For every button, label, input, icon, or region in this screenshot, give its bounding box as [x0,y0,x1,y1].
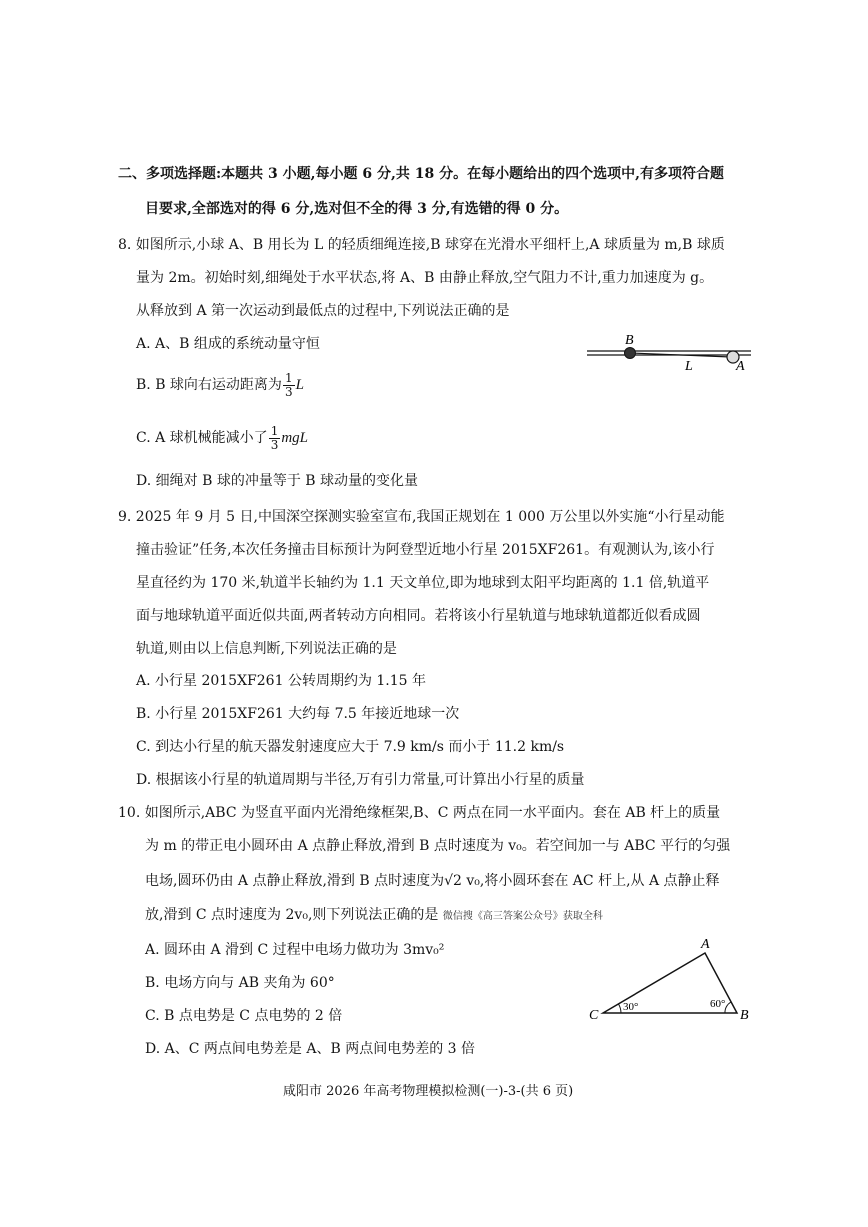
page-footer: 咸阳市 2026 年高考物理模拟检测(一)-3-(共 6 页) [283,1084,574,1099]
q9-option-c: C. 到达小行星的航天器发射速度应大于 7.9 km/s 而小于 11.2 km/s [136,739,565,755]
q10-option-b: B. 电场方向与 AB 夹角为 60° [145,975,335,991]
angle-c-arc [619,1004,622,1013]
label-a: A [736,359,745,374]
label-b: B [625,333,634,348]
q9-stem-line-5: 轨道,则由以上信息判断,下列说法正确的是 [136,641,397,657]
label-l: L [685,359,693,374]
q9-option-b: B. 小行星 2015XF261 大约每 7.5 年接近地球一次 [136,706,460,722]
q9-stem-line-1: 9. 2025 年 9 月 5 日,中国深空探测实验室宣布,我国正规划在 1 000 万公里以外实施“小行星动能 [118,509,725,525]
q9-stem-line-3: 星直径约为 170 米,轨道半长轴约为 1.1 天文单位,即为地球到太阳平均距离的 1.1 倍,轨道平 [136,575,710,591]
q8-figure [585,332,755,377]
angle-b-arc [725,1002,731,1013]
q8-option-b: B. B 球向右运动距离为 $\frac{1}{3}$ L [136,371,304,399]
q8-option-d: D. 细绳对 B 球的冲量等于 B 球动量的变化量 [136,473,419,489]
q10-stem-line-4: 放,滑到 C 点时速度为 2v₀,则下列说法正确的是 微信搜《高三答案公众号》获取全科 [145,907,603,923]
section-heading-cont: 目要求,全部选对的得 6 分,选对但不全的得 3 分,有选错的得 0 分。 [145,201,569,217]
label-c: C [589,1008,599,1023]
label-b: B [740,1008,749,1023]
q8-stem-line-1: 8. 如图所示,小球 A、B 用长为 L 的轻质细绳连接,B 球穿在光滑水平细杆上,A 球质量为 m,B 球质 [118,237,725,253]
section-heading: 二、多项选择题:本题共 3 小题,每小题 6 分,共 18 分。在每小题给出的四个选项中,有多项符合题 [118,166,724,182]
ball-b [625,348,636,359]
q8-stem-line-2: 量为 2m。初始时刻,细绳处于水平状态,将 A、B 由静止释放,空气阻力不计,重力加速度为 g。 [136,270,714,286]
angle-c-label: 30° [623,1001,639,1013]
q9-stem-line-4: 面与地球轨道平面近似共面,两者转动方向相同。若将该小行星轨道与地球轨道都近似看成圆 [136,608,701,624]
q8-option-a: A. A、B 组成的系统动量守恒 [136,336,320,352]
q8-stem-line-3: 从释放到 A 第一次运动到最低点的过程中,下列说法正确的是 [136,303,510,319]
q10-stem-line-1: 10. 如图所示,ABC 为竖直平面内光滑绝缘框架,B、C 两点在同一水平面内。套在 AB 杆上的质量 [118,805,721,821]
label-a: A [701,937,710,952]
watermark-text: 微信搜《高三答案公众号》获取全科 [442,911,603,922]
q10-stem-line-3: 电场,圆环仍由 A 点静止释放,滑到 B 点时速度为√2 v₀,将小圆环套在 AC 杆上,从 A 点静止释 [145,873,720,889]
q10-figure [585,935,755,1025]
q10-stem-line-2: 为 m 的带正电小圆环由 A 点静止释放,滑到 B 点时速度为 v₀。若空间加一与 ABC 平行的匀强 [145,838,731,854]
q9-stem-line-2: 撞击验证”任务,本次任务撞击目标预计为阿登型近地小行星 2015XF261。有观测认为,该小行 [136,542,715,558]
q9-option-a: A. 小行星 2015XF261 公转周期约为 1.15 年 [136,673,427,689]
q9-option-d: D. 根据该小行星的轨道周期与半径,万有引力常量,可计算出小行星的质量 [136,772,585,788]
q8-option-c: C. A 球机械能减小了 $\frac{1}{3}$ mgL [136,424,309,452]
q10-option-d: D. A、C 两点间电势差是 A、B 两点间电势差的 3 倍 [145,1041,476,1057]
q10-option-c: C. B 点电势是 C 点电势的 2 倍 [145,1008,343,1024]
q10-option-a: A. 圆环由 A 滑到 C 过程中电场力做功为 3mv₀² [145,942,445,958]
angle-b-label: 60° [710,998,726,1010]
